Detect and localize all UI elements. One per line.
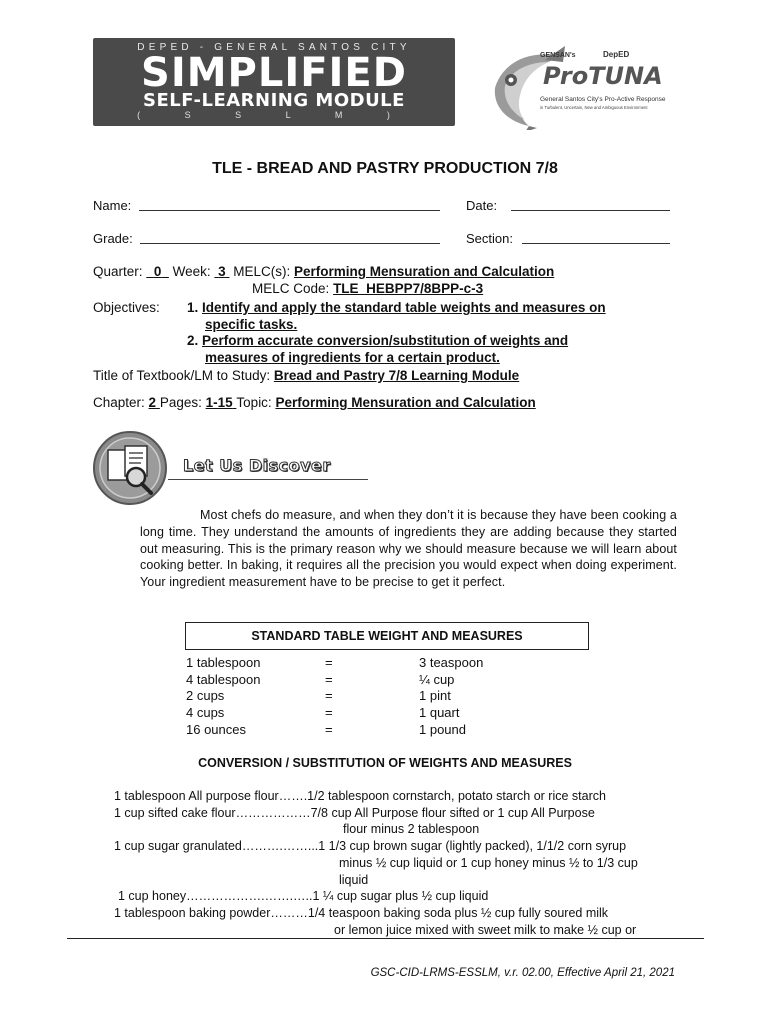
measures-eq: = [325, 688, 333, 704]
logo-brand-small: GENSAN's [540, 52, 576, 59]
objective-2-line-2: measures of ingredients for a certain product. [205, 350, 500, 365]
logo-brand: ProTUNA [543, 62, 663, 90]
name-field[interactable] [139, 210, 440, 211]
measures-left: 16 ounces [186, 721, 246, 737]
measures-right: 1 quart [419, 705, 460, 721]
measures-right: 3 teaspoon [419, 655, 484, 670]
objectives-label: Objectives: [93, 300, 160, 315]
measures-right: 1 pound [419, 721, 466, 737]
quarter-value: 0 [153, 264, 162, 279]
conversion-line: or lemon juice mixed with sweet milk to make ½ cup or [334, 922, 637, 937]
conversion-line: liquid [339, 872, 369, 887]
footer-divider [67, 938, 704, 939]
measures-row [186, 672, 506, 689]
discover-paragraph: Most chefs do measure, and when they don’t it is because they have been cooking a long time. They understand the amounts of ingredients they are adding because they started out measuring. This is the primary reason why we should measure because we will learn about cooking better. In baking, it requires all the precision you would expect when doing experiment. Your ingredient measurement have to be precise to get it perfect. [140, 508, 677, 590]
grade-label: Grade: [93, 231, 133, 246]
measures-eq: = [325, 721, 333, 737]
melc-code-value: TLE_HEBPP7/8BPP-c-3 [333, 281, 484, 296]
discover-underline [168, 479, 368, 480]
week-value: 3 [218, 264, 226, 279]
week-label: Week: [172, 264, 211, 279]
measures-row [186, 705, 506, 722]
measures-row [186, 655, 506, 672]
conversion-line: minus ½ cup liquid or 1 cup honey minus ½ to 1/3 cup [339, 855, 638, 870]
chapter-line [93, 395, 536, 410]
conversion-line: 1 cup honey……………….…….…..1 ¼ cup sugar plus ½ cup liquid [118, 889, 489, 904]
conversion-line: 1 tablespoon baking powder………1/4 teaspoon baking soda plus ½ cup fully soured milk [114, 905, 609, 920]
melc-code-label: MELC Code: [252, 281, 330, 296]
measures-eq: = [325, 705, 333, 721]
objective-2-line-1: 2. Perform accurate conversion/substitution of weights and [187, 333, 569, 348]
date-field[interactable] [511, 210, 670, 211]
objective-1-line-1: 1. Identify and apply the standard table weights and measures on [187, 300, 606, 315]
conversion-line: 1 cup sifted cake flour………………7/8 cup All Purpose flour sifted or 1 cup All Purpose [114, 805, 595, 820]
measures-right: 1 pint [419, 688, 451, 704]
footer-code: GSC-CID-LRMS-ESSLM, v.r. 02.00, Effective April 21, 2021 [370, 967, 675, 979]
melc-code-line [252, 281, 483, 296]
measures-table [186, 655, 506, 738]
objective-1-line-2: specific tasks. [205, 317, 298, 332]
logo-deped: DepED [603, 50, 630, 59]
logo-tagline: General Santos City's Pro-Active Response [540, 96, 666, 103]
banner-title: SIMPLIFIED [141, 50, 407, 96]
chapter-label: Chapter: [93, 395, 145, 410]
textbook-value: Bread and Pastry 7/8 Learning Module [273, 368, 520, 383]
measures-table-heading: STANDARD TABLE WEIGHT AND MEASURES [185, 622, 589, 650]
name-label: Name: [93, 198, 132, 213]
measures-left: 1 tablespoon [186, 655, 261, 670]
measures-left: 4 cups [186, 705, 225, 721]
textbook-label: Title of Textbook/LM to Study: [93, 368, 271, 383]
banner-division: DEPED - GENERAL SANTOS CITY [137, 42, 411, 53]
measures-eq: = [325, 655, 333, 670]
topic-value: Performing Mensuration and Calculation [275, 395, 536, 410]
topic-label: Topic: [236, 395, 272, 410]
measures-row [186, 688, 506, 705]
melc-value: Performing Mensuration and Calculation [293, 264, 555, 279]
pages-label: Pages: [159, 395, 202, 410]
pages-value: 1-15 [205, 395, 233, 410]
conversion-line: flour minus 2 tablespoon [343, 822, 480, 837]
section-field[interactable] [522, 243, 670, 244]
quarter-label: Quarter: [93, 264, 143, 279]
chapter-value: 2 [148, 395, 157, 410]
banner-subtitle: SELF-LEARNING MODULE [143, 90, 405, 111]
measures-eq: = [325, 671, 333, 687]
conversion-heading: CONVERSION / SUBSTITUTION OF WEIGHTS AND MEASURES [198, 756, 572, 770]
measures-right: ¼ cup [419, 671, 455, 687]
melc-label: MELC(s): [233, 264, 291, 279]
logo-tagline-small: in Turbulent, Uncertain, New and Ambiguous Environment [540, 105, 648, 110]
discover-title: Let Us Discover [183, 456, 331, 475]
conversion-line: 1 tablespoon All purpose flour…….1/2 tablespoon cornstarch, potato starch or rice starch [114, 789, 606, 803]
measures-row [186, 722, 506, 739]
protuna-logo [485, 40, 680, 130]
measures-left: 2 cups [186, 688, 225, 704]
measures-left: 4 tablespoon [186, 671, 261, 687]
section-label: Section: [466, 231, 513, 246]
module-banner [93, 38, 455, 126]
banner-abbreviation: ( S S L M ) [137, 110, 411, 120]
date-label: Date: [466, 198, 498, 213]
quarter-line [93, 264, 554, 279]
discover-icon [92, 430, 168, 506]
grade-field[interactable] [140, 243, 440, 244]
page-title: TLE - BREAD AND PASTRY PRODUCTION 7/8 [212, 160, 558, 177]
textbook-line [93, 368, 519, 383]
conversion-line: 1 cup sugar granulated……….……...1 1/3 cup brown sugar (lightly packed), 1/1/2 corn syrup [114, 839, 627, 854]
